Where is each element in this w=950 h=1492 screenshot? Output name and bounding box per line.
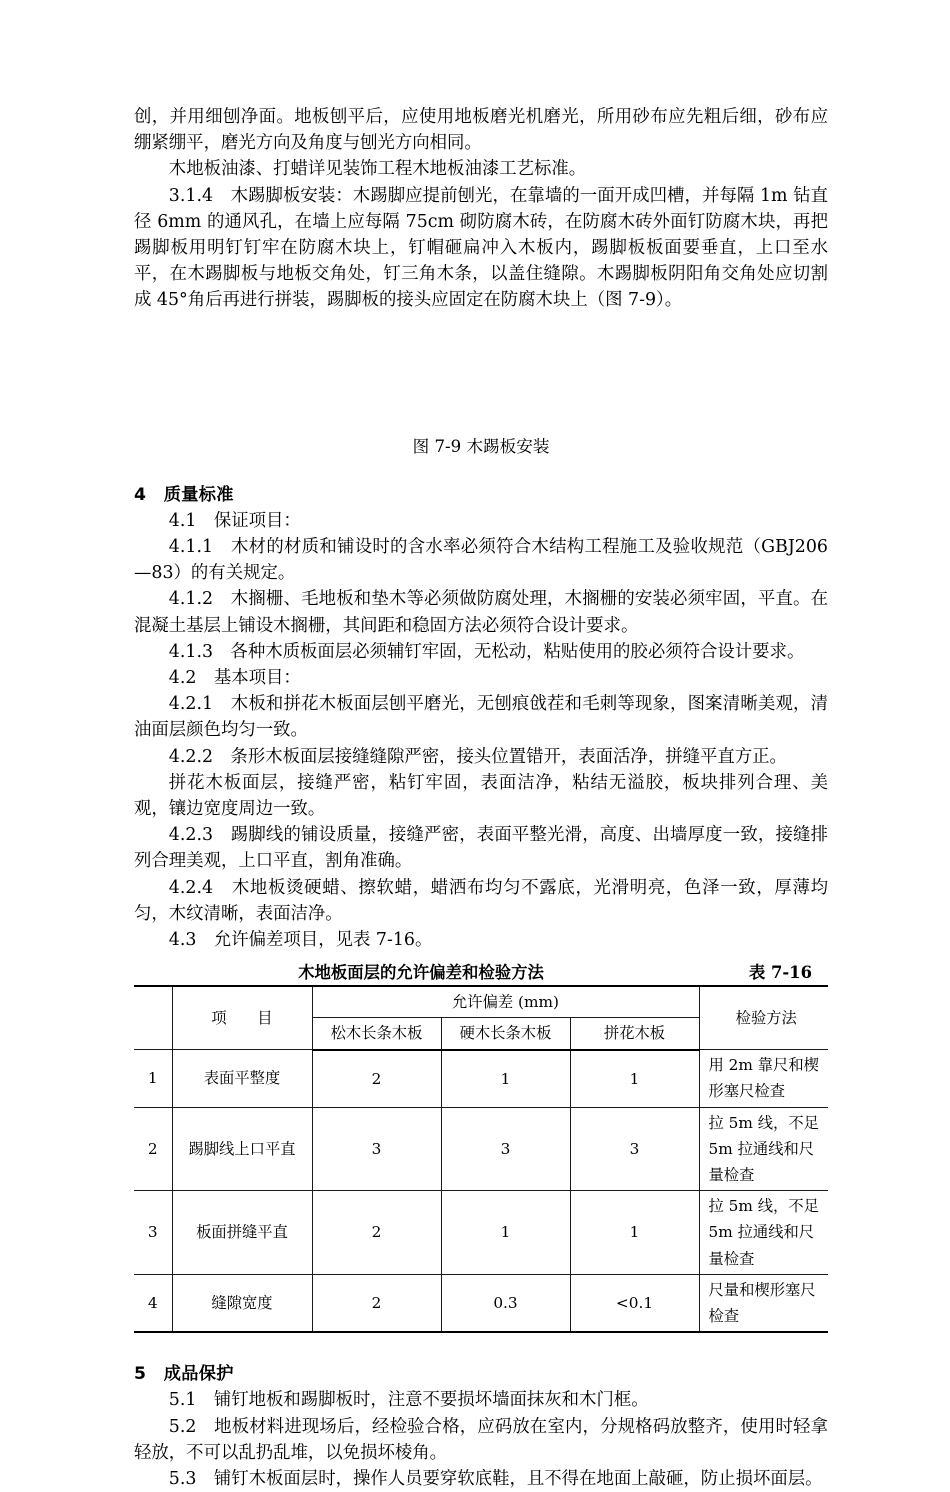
cell-softwood-value: 2: [312, 1050, 441, 1107]
cell-row-number: 1: [134, 1050, 172, 1107]
cell-item: 缝隙宽度: [172, 1274, 312, 1332]
cell-method: 尺量和楔形塞尺检查: [699, 1274, 828, 1332]
figure-7-9-block: [134, 314, 828, 482]
cell-softwood-value: 3: [312, 1107, 441, 1191]
cell-hardwood-value: 1: [441, 1050, 570, 1107]
header-cell-deviation-group: 允许偏差 (mm): [312, 986, 699, 1018]
table-row: [134, 1191, 828, 1275]
paragraph-5-2: 5.2 地板材料进现场后，经检验合格，应码放在室内，分规格码放整齐，使用时轻拿轻放，不可以乱扔乱堆，以免损坏棱角。: [134, 1416, 828, 1463]
cell-parquet-value: 1: [570, 1191, 699, 1275]
cell-softwood-value: 2: [312, 1191, 441, 1275]
table-7-16-wrapper: [134, 960, 828, 1333]
table-head: [134, 986, 828, 1049]
paragraph-continuation: 创，并用细刨净面。地板刨平后，应使用地板磨光机磨光，所用砂布应先粗后细，砂布应绷紧绷平，磨光方向及角度与刨光方向相同。: [134, 107, 828, 154]
paragraph-4-2: 4.2 基本项目：: [168, 668, 301, 689]
table-row: [134, 1050, 828, 1107]
paragraph-3-1-4-baseboard-install: 3.1.4 木踢脚板安装：木踢脚应提前刨光，在靠墙的一面开成凹槽，并每隔 1m 钻直径 6mm 的通风孔，在墙上应每隔 75cm 砌防腐木砖，在防腐木砖外面钉防腐木块，再把踢脚板用明钉钉牢在防腐木块上，钉帽砸扁冲入木板内，踢脚板板面要垂直，上口至水平，在木踢脚板与地板交角处，钉三角木条，以盖住缝隙。木踢脚板阴阳角交角处应切割成 45°角后再进行拼装，踢脚板的接头应固定在防腐木块上（图 7-9）。: [134, 185, 828, 311]
cell-parquet-value: <0.1: [570, 1274, 699, 1332]
table-number: 表 7-16: [748, 963, 812, 983]
section-heading-4-quality-standard: 4 质量标准: [134, 484, 234, 505]
paragraph-4-2-3: 4.2.3 踢脚线的铺设质量，接缝严密，表面平整光滑，高度、出墙厚度一致，接缝排列合理美观，上口平直，割角准确。: [134, 825, 828, 872]
allowable-deviation-table: [134, 985, 828, 1333]
cell-parquet-value: 3: [570, 1107, 699, 1191]
table-title: 木地板面层的允许偏差和检验方法: [298, 963, 544, 983]
table-row: [134, 1107, 828, 1191]
paragraph-4-2-2-parquet: 拼花木板面层，接缝严密，粘钉牢固，表面洁净，粘结无溢胶，板块排列合理、美观，镶边宽度周边一致。: [134, 772, 828, 820]
table-row: [134, 1274, 828, 1332]
paragraph-4-2-1: 4.2.1 木板和拼花木板面层刨平磨光，无刨痕戗茬和毛刺等现象，图案清晰美观，清油面层颜色均匀一致。: [134, 694, 828, 741]
cell-method: 拉 5m 线，不足 5m 拉通线和尺量检查: [699, 1107, 828, 1191]
header-cell-softwood-strip: 松木长条木板: [312, 1018, 441, 1050]
paragraph-4-1-3: 4.1.3 各种木质板面层必须辅钉牢固，无松动，粘贴使用的胶必须符合设计要求。: [168, 641, 805, 662]
paragraph-4-3: 4.3 允许偏差项目，见表 7-16。: [168, 930, 433, 951]
cell-softwood-value: 2: [312, 1274, 441, 1332]
cell-item: 表面平整度: [172, 1050, 312, 1107]
table-header-row-1: [134, 986, 828, 1018]
header-cell-parquet: 拼花木板: [570, 1018, 699, 1050]
cell-hardwood-value: 3: [441, 1107, 570, 1191]
cell-hardwood-value: 0.3: [441, 1274, 570, 1332]
cell-item: 踢脚线上口平直: [172, 1107, 312, 1191]
paragraph-4-1-2: 4.1.2 木搁栅、毛地板和垫木等必须做防腐处理，木搁栅的安装必须牢固，平直。在混凝土基层上铺设木搁栅，其间距和稳固方法必须符合设计要求。: [134, 589, 828, 636]
header-cell-method: 检验方法: [699, 986, 828, 1049]
paragraph-4-1-1: 4.1.1 木材的材质和铺设时的含水率必须符合木结构工程施工及验收规范（GBJ206—83）的有关规定。: [134, 537, 828, 584]
cell-row-number: 2: [134, 1107, 172, 1191]
cell-parquet-value: 1: [570, 1050, 699, 1107]
table-title-row: [134, 960, 828, 985]
table-body: [134, 1050, 828, 1333]
header-cell-number: [134, 986, 172, 1049]
paragraph-5-1: 5.1 铺钉地板和踢脚板时，注意不要损坏墙面抹灰和木门框。: [168, 1390, 649, 1411]
cell-method: 拉 5m 线，不足 5m 拉通线和尺量检查: [699, 1191, 828, 1275]
cell-row-number: 4: [134, 1274, 172, 1332]
cell-item: 板面拼缝平直: [172, 1191, 312, 1275]
document-body: [134, 104, 828, 1492]
section-heading-5-product-protection: 5 成品保护: [134, 1364, 234, 1385]
cell-hardwood-value: 1: [441, 1191, 570, 1275]
cell-row-number: 3: [134, 1191, 172, 1275]
figure-caption: 图 7-9 木踢板安装: [412, 436, 550, 456]
spacer-after-table: [134, 1333, 828, 1361]
paragraph-4-2-4: 4.2.4 木地板烫硬蜡、擦软蜡，蜡洒布均匀不露底，光滑明亮，色泽一致，厚薄均匀，木纹清晰，表面洁净。: [134, 877, 828, 924]
paragraph-4-2-2: 4.2.2 条形木板面层接缝缝隙严密，接头位置错开，表面活净，拼缝平直方正。: [168, 746, 787, 767]
paragraph-4-1: 4.1 保证项目：: [168, 510, 301, 531]
paragraph-5-3: 5.3 铺钉木板面层时，操作人员要穿软底鞋，且不得在地面上敲砸，防止损坏面层。: [168, 1469, 823, 1490]
paragraph-floor-varnish: 木地板油漆、打蜡详见装饰工程木地板油漆工艺标准。: [168, 159, 587, 180]
header-cell-hardwood-strip: 硬木长条木板: [441, 1018, 570, 1050]
cell-method: 用 2m 靠尺和楔形塞尺检查: [699, 1050, 828, 1107]
header-cell-item: 项 目: [172, 986, 312, 1049]
